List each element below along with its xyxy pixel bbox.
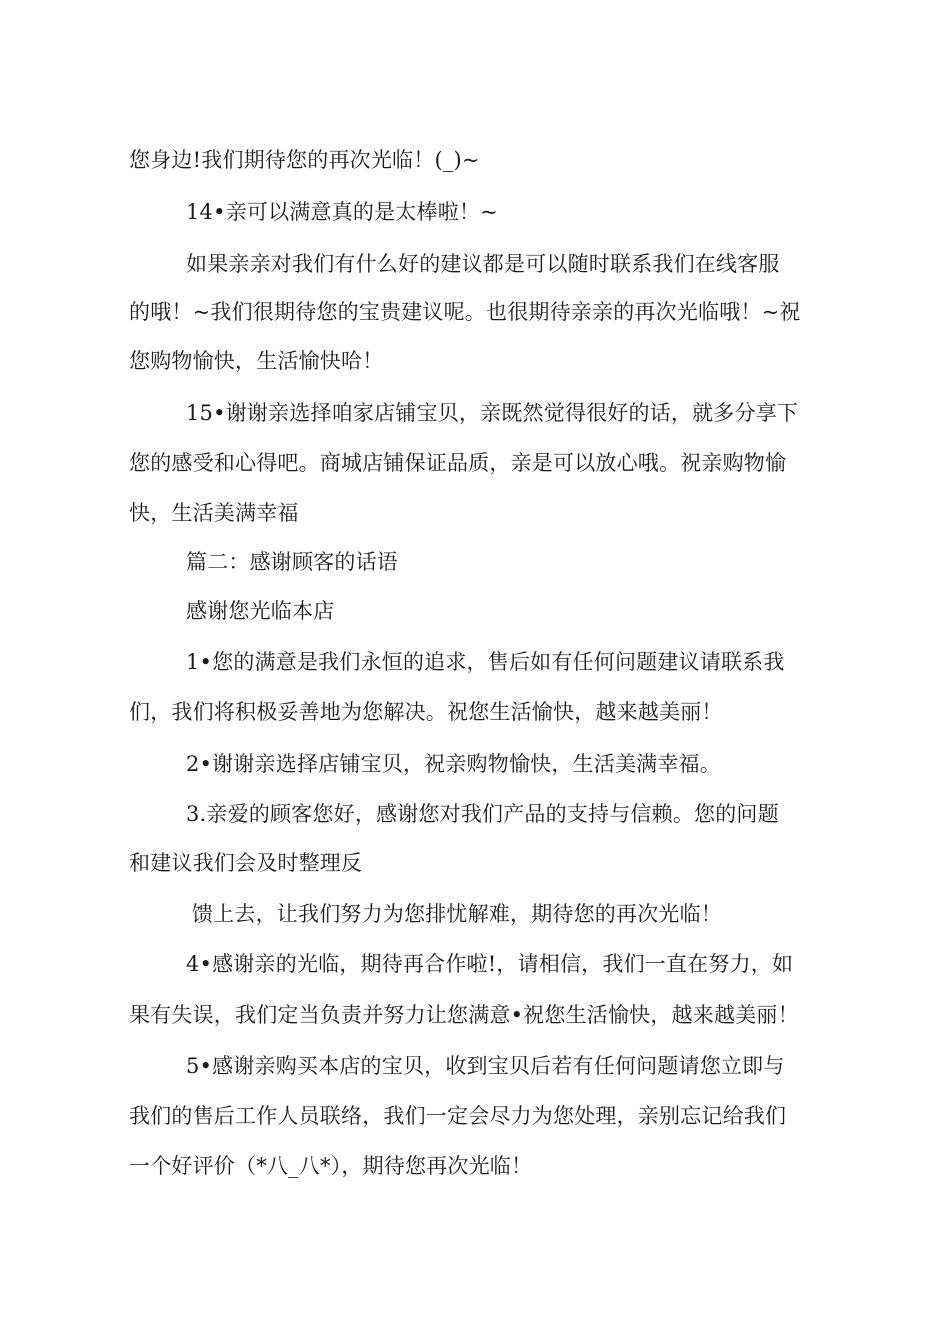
section-subheading: 感谢您光临本店 <box>186 599 335 623</box>
section-heading: 篇二：感谢顾客的话语 <box>186 550 398 574</box>
text-line: 馈上去，让我们努力为您排忧解难，期待您的再次光临！ <box>192 902 722 926</box>
text-line: 3.亲爱的顾客您好，感谢您对我们产品的支持与信赖。您的问题 <box>186 802 779 826</box>
text-line: 果有失误，我们定当负责并努力让您满意•祝您生活愉快，越来越美丽！ <box>129 1003 799 1027</box>
text-line: 14•亲可以满意真的是太棒啦！~ <box>186 200 498 224</box>
text-line: 15•谢谢亲选择咱家店铺宝贝，亲既然觉得很好的话，就多分享下 <box>186 401 799 425</box>
text-line: 我们的售后工作人员联络，我们一定会尽力为您处理，亲别忘记给我们 <box>129 1104 787 1128</box>
text-line: 如果亲亲对我们有什么好的建议都是可以随时联系我们在线客服 <box>186 252 780 276</box>
text-line: 快，生活美满幸福 <box>129 501 299 525</box>
text-line: 一个好评价（*八_八*），期待您再次光临！ <box>129 1154 533 1178</box>
text-line: 2•谢谢亲选择店铺宝贝，祝亲购物愉快，生活美满幸福。 <box>186 752 721 776</box>
text-line: 5•感谢亲购买本店的宝贝，收到宝贝后若有任何问题请您立即与 <box>186 1054 785 1078</box>
text-line: 们，我们将积极妥善地为您解决。祝您生活愉快，越来越美丽！ <box>129 700 723 724</box>
text-line: 和建议我们会及时整理反 <box>129 851 363 875</box>
text-line: 1•您的满意是我们永恒的追求，售后如有任何问题建议请联系我 <box>186 650 785 674</box>
text-line: 您身边!我们期待您的再次光临！(_)~ <box>129 148 480 172</box>
text-line: 您的感受和心得吧。商城店铺保证品质，亲是可以放心哦。祝亲购物愉 <box>129 451 787 475</box>
text-line: 4•感谢亲的光临，期待再合作啦!，请相信，我们一直在努力，如 <box>186 952 794 976</box>
text-line: 的哦！~我们很期待您的宝贵建议呢。也很期待亲亲的再次光临哦！~祝 <box>129 300 801 324</box>
text-line: 您购物愉快，生活愉快哈！ <box>129 349 384 373</box>
